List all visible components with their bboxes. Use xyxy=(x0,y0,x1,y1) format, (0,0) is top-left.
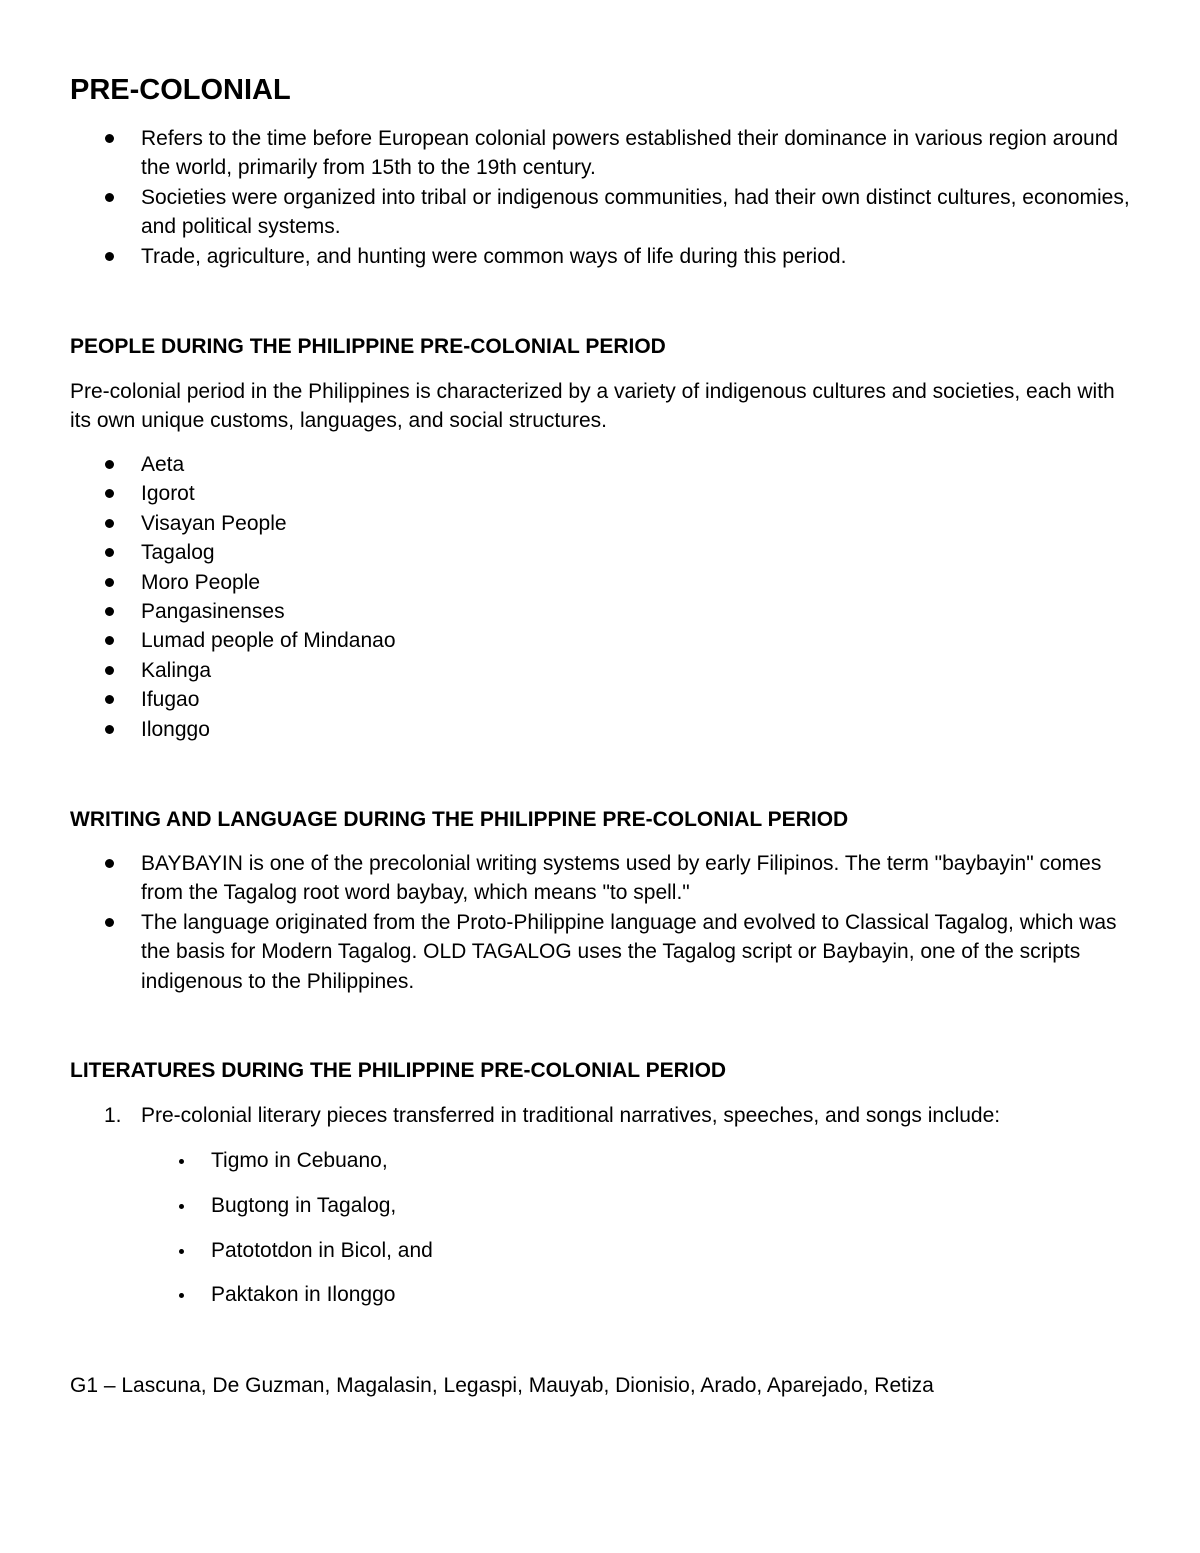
bullet-dot-icon xyxy=(105,519,114,528)
small-bullet-icon xyxy=(179,1249,184,1254)
bullet-dot-icon xyxy=(105,666,114,675)
list-item xyxy=(70,1280,433,1325)
list-item-text: Bugtong in Tagalog, xyxy=(211,1193,397,1217)
list-item-text: Lumad people of Mindanao xyxy=(141,629,396,653)
list-item xyxy=(70,450,1140,479)
list-item-text: Paktakon in Ilonggo xyxy=(211,1283,396,1307)
list-item-text: Societies were organized into tribal or indigenous communities, had their own distinct cultures, economies, and political systems. xyxy=(141,185,1130,239)
list-item-text: Tagalog xyxy=(141,541,215,565)
group-members-footer: G1 – Lascuna, De Guzman, Magalasin, Legaspi, Mauyab, Dionisio, Arado, Aparejado, Retiza xyxy=(70,1374,934,1397)
bullet-dot-icon xyxy=(105,252,114,261)
intro-bullet-list xyxy=(70,124,1140,271)
list-item xyxy=(70,1191,433,1236)
list-item xyxy=(70,479,1140,508)
list-item xyxy=(70,685,1140,714)
list-item-text: Refers to the time before European colonial powers established their dominance in various region around the world, primarily from 15th to the 19th century. xyxy=(141,127,1119,180)
list-number: 1. xyxy=(104,1104,122,1127)
list-item-text: Igorot xyxy=(141,482,195,506)
bullet-dot-icon xyxy=(105,918,114,927)
list-item xyxy=(70,124,1140,183)
list-item-text: Tigmo in Cebuano, xyxy=(211,1149,388,1172)
bullet-dot-icon xyxy=(105,460,114,469)
list-item-text: Trade, agriculture, and hunting were common ways of life during this period. xyxy=(141,244,847,268)
writing-list xyxy=(70,849,1140,996)
list-item-text: The language originated from the Proto-Philippine language and evolved to Classical Tagalog, which was the basis for Modern Tagalog. OLD TAGALOG uses the Tagalog script or Baybayin, one of the scripts indigenous to the Philippines. xyxy=(141,910,1117,993)
people-heading: PEOPLE DURING THE PHILIPPINE PRE-COLONIAL PERIOD xyxy=(70,335,666,358)
list-item-text: Patototdon in Bicol, and xyxy=(211,1238,433,1262)
bullet-dot-icon xyxy=(105,193,114,202)
list-item xyxy=(70,509,1140,538)
bullet-dot-icon xyxy=(105,548,114,557)
small-bullet-icon xyxy=(179,1159,184,1164)
list-item xyxy=(70,1146,433,1191)
list-item xyxy=(70,849,1140,908)
bullet-dot-icon xyxy=(105,489,114,498)
small-bullet-icon xyxy=(179,1293,184,1298)
list-item-text: Ilonggo xyxy=(141,717,210,741)
list-item xyxy=(70,597,1140,626)
list-item xyxy=(70,715,1140,744)
list-item-text: BAYBAYIN is one of the precolonial writing systems used by early Filipinos. The term "baybayin" comes from the Tagalog root word baybay, which means "to spell." xyxy=(141,852,1102,905)
list-item-text: Ifugao xyxy=(141,688,200,712)
list-item-text: Visayan People xyxy=(141,511,287,535)
bullet-dot-icon xyxy=(105,607,114,616)
bullet-dot-icon xyxy=(105,636,114,645)
list-item xyxy=(70,568,1140,597)
list-item-text: Aeta xyxy=(141,453,185,476)
list-item-text: Kalinga xyxy=(141,658,212,682)
list-item-text: Pre-colonial literary pieces transferred in traditional narratives, speeches, and songs include: xyxy=(141,1104,1001,1127)
literature-heading: LITERATURES DURING THE PHILIPPINE PRE-COLONIAL PERIOD xyxy=(70,1059,727,1082)
bullet-dot-icon xyxy=(105,578,114,587)
list-item xyxy=(70,1236,433,1281)
list-item-text: Pangasinenses xyxy=(141,600,285,624)
page-title: PRE-COLONIAL xyxy=(70,74,291,106)
people-list xyxy=(70,450,1140,744)
bullet-dot-icon xyxy=(105,134,114,143)
list-item xyxy=(70,183,1140,242)
writing-heading: WRITING AND LANGUAGE DURING THE PHILIPPINE PRE-COLONIAL PERIOD xyxy=(70,808,849,831)
list-item xyxy=(70,908,1140,996)
bullet-dot-icon xyxy=(105,859,114,868)
people-paragraph: Pre-colonial period in the Philippines is characterized by a variety of indigenous cultures and societies, each with its own unique customs, languages, and social structures. xyxy=(70,380,1115,432)
small-bullet-icon xyxy=(179,1204,184,1209)
list-item-text: Moro People xyxy=(141,570,261,594)
list-item xyxy=(70,656,1140,685)
literature-sub-list xyxy=(70,1146,433,1325)
bullet-dot-icon xyxy=(105,695,114,704)
bullet-dot-icon xyxy=(105,725,114,734)
list-item xyxy=(70,538,1140,567)
list-item xyxy=(70,626,1140,655)
list-item xyxy=(70,242,1140,271)
